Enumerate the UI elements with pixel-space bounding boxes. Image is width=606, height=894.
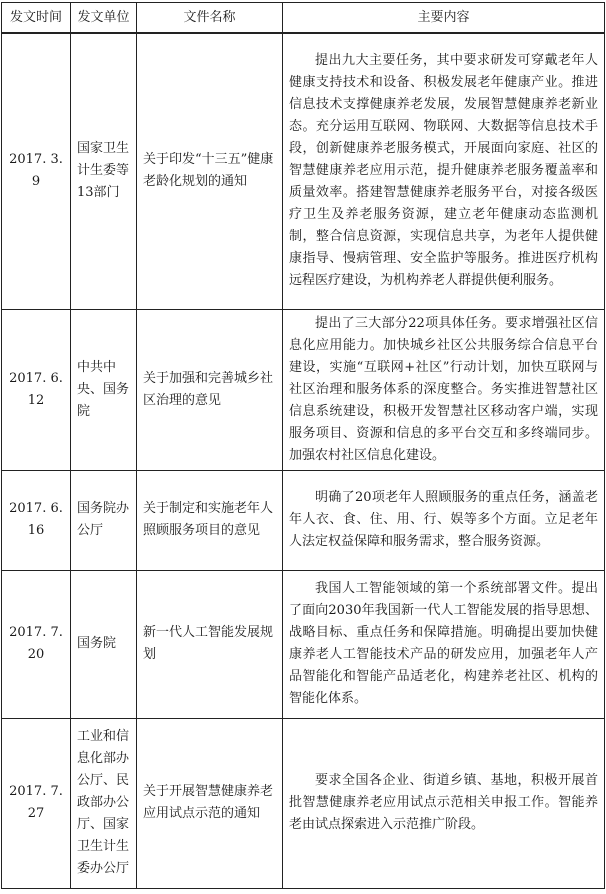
cell-unit: 工业和信息化部办公厅、民政部办公厅、国家卫生计生委办公厅 [71,718,137,888]
table-row [2,309,605,470]
cell-date: 2017. 7. 27 [2,718,71,888]
cell-unit: 国务院 [71,570,137,718]
table-row [2,33,605,309]
cell-date: 2017. 6. 12 [2,309,71,470]
header-content: 主要内容 [283,3,605,34]
policy-table-wrapper [1,2,605,889]
cell-date: 2017. 7. 20 [2,570,71,718]
policy-table [1,2,605,889]
cell-content: 提出九大主要任务，其中要求研发可穿戴老年人健康支持技术和设备、积极发展老年健康产业。推进信息技术支撑健康养老发展，发展智慧健康养老新业态。充分运用互联网、物联网、大数据等信息技术手段，创新健康养老服务模式，开展面向家庭、社区的智慧健康养老应用示范，提升健康养老服务覆盖率和质量效率。搭建智慧健康养老服务平台，对接各级医疗卫生及养老服务资源，建立老年健康动态监测机制，整合信息资源，实现信息共享，为老年人提供健康指导、慢病管理、安全监护等服务。推进医疗机构远程医疗建设，为机构养老人群提供便利服务。 [283,33,605,309]
header-unit: 发文单位 [71,3,137,34]
table-row [2,470,605,570]
cell-name: 关于印发“十三五”健康老龄化规划的通知 [137,33,283,309]
cell-date: 2017. 6. 16 [2,470,71,570]
table-row [2,718,605,888]
table-row [2,570,605,718]
cell-name: 关于开展智慧健康养老应用试点示范的通知 [137,718,283,888]
cell-date: 2017. 3. 9 [2,33,71,309]
header-name: 文件名称 [137,3,283,34]
cell-name: 关于制定和实施老年人照顾服务项目的意见 [137,470,283,570]
cell-unit: 国务院办公厅 [71,470,137,570]
cell-content: 明确了20项老年人照顾服务的重点任务，涵盖老年人衣、食、住、用、行、娱等多个方面。立足老年人法定权益保障和服务需求，整合服务资源。 [283,470,605,570]
cell-content: 我国人工智能领域的第一个系统部署文件。提出了面向2030年我国新一代人工智能发展的指导思想、战略目标、重点任务和保障措施。明确提出要加快健康养老人工智能技术产品的研发应用，加强老年人产品智能化和智能产品适老化，构建养老社区、机构的智能化体系。 [283,570,605,718]
cell-unit: 中共中央、国务院 [71,309,137,470]
table-header-row [2,3,605,34]
cell-content: 提出了三大部分22项具体任务。要求增强社区信息化应用能力。加快城乡社区公共服务综合信息平台建设，实施“互联网+社区”行动计划，加快互联网与社区治理和服务体系的深度整合。务实推进智慧社区信息系统建设，积极开发智慧社区移动客户端，实现服务项目、资源和信息的多平台交互和多终端同步。加强农村社区信息化建设。 [283,309,605,470]
cell-unit: 国家卫生计生委等13部门 [71,33,137,309]
cell-content: 要求全国各企业、街道乡镇、基地，积极开展首批智慧健康养老应用试点示范相关申报工作。智能养老由试点探索进入示范推广阶段。 [283,718,605,888]
header-date: 发文时间 [2,3,71,34]
cell-name: 关于加强和完善城乡社区治理的意见 [137,309,283,470]
cell-name: 新一代人工智能发展规划 [137,570,283,718]
